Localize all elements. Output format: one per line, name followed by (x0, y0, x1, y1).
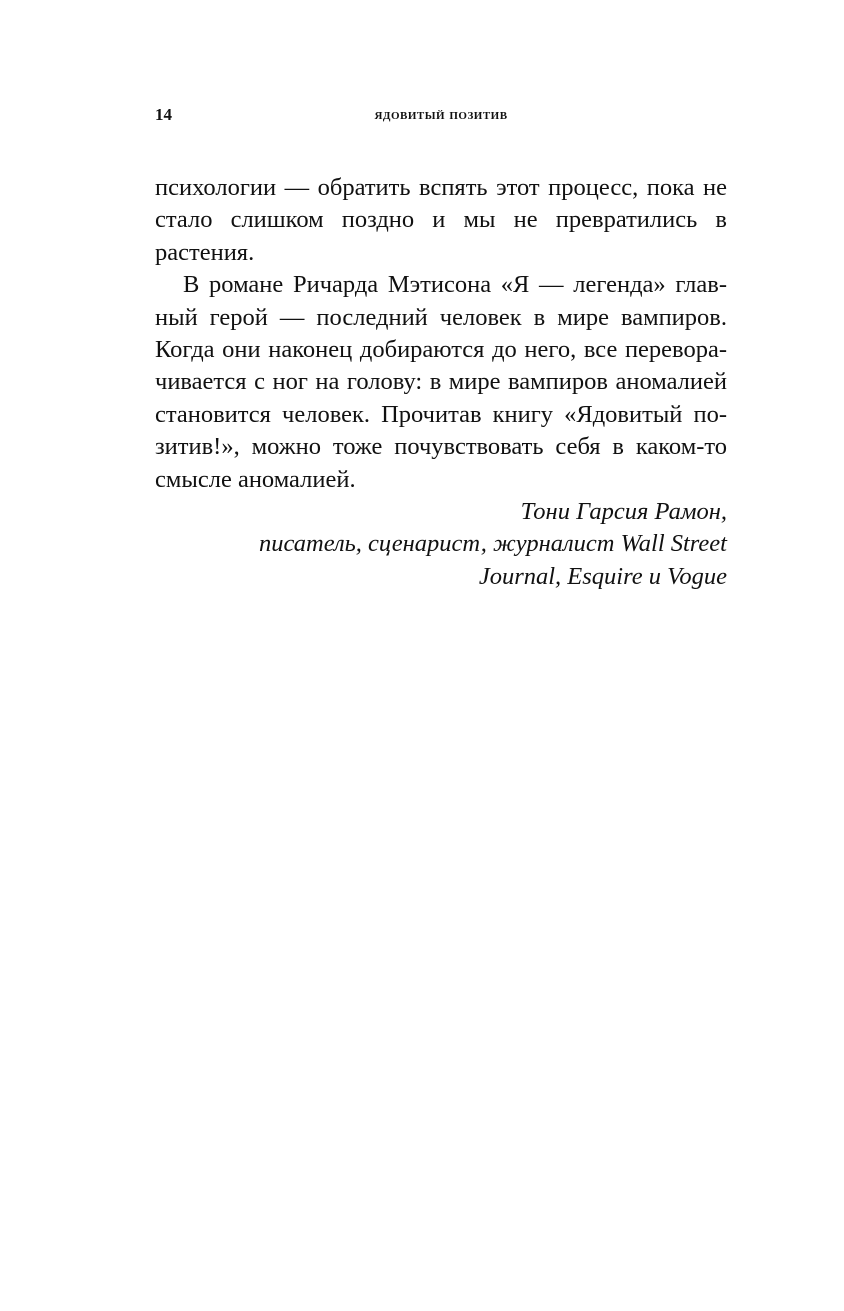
paragraph-continuation: психологии — обратить вспять этот процесс, пока не стало слишком поздно и мы не превратились в растения. (155, 174, 727, 266)
running-title: ядовитый позитив (374, 107, 508, 123)
attribution-publications: Journal, Esquire и Vogue (478, 562, 727, 590)
attribution-author: Тони Гарсия Рамон, (520, 498, 727, 526)
paragraph-matheson: В романе Ричарда Мэтисона «Я — легенда» главный герой — последний человек в мире вампиров. Когда они наконец добираются до него, все переворачивается с ног на голову: в мире вампиров аномалией становится человек. Прочитав книгу «Ядовитый позитив!», можно тоже почувствовать себя в каком-то смысле аномалией. (155, 271, 727, 493)
quote-attribution (155, 496, 727, 593)
running-header (155, 104, 727, 126)
attribution-role: писатель, сценарист, журналист Wall Street (259, 530, 727, 558)
page-number: 14 (155, 105, 172, 124)
body-text (155, 172, 727, 593)
